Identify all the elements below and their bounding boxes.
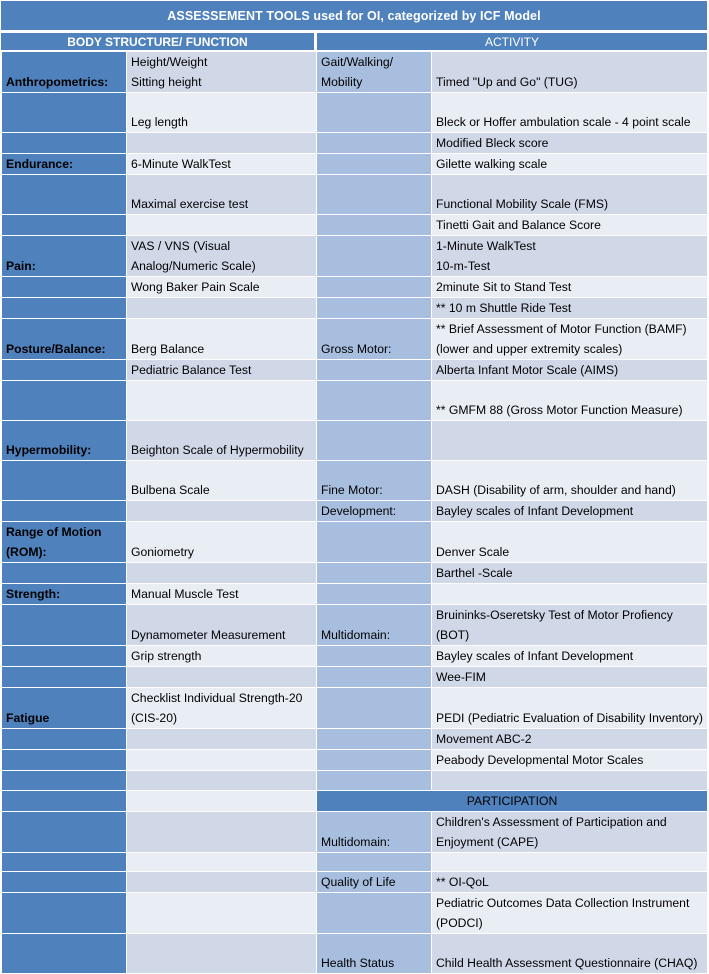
body-tool-cell (127, 175, 317, 215)
table-row (2, 215, 708, 236)
activity-category-cell (317, 812, 432, 853)
table-row (2, 812, 708, 853)
body-category-cell (2, 872, 127, 893)
header-participation (317, 791, 708, 812)
body-tool-cell (127, 750, 317, 771)
activity-tool-cell (432, 154, 708, 175)
body-category-cell (2, 522, 127, 563)
activity-tool-cell (432, 319, 708, 360)
body-category-cell (2, 688, 127, 729)
body-tool-label: Pediatric Balance Test (131, 363, 252, 377)
activity-category-cell (317, 175, 432, 215)
table-row (2, 563, 708, 584)
participation-header-label: PARTICIPATION (466, 794, 558, 808)
activity-tool-cell (432, 52, 708, 93)
activity-tool-label: ** OI-QoL (436, 875, 489, 889)
body-category-cell (2, 381, 127, 421)
activity-tool-cell (432, 934, 708, 974)
table-row (2, 688, 708, 729)
body-category-label: Strength: (6, 587, 61, 601)
activity-category-cell (317, 154, 432, 175)
activity-category-cell (317, 872, 432, 893)
activity-tool-label: Timed "Up and Go" (TUG) (436, 75, 578, 89)
activity-tool-cell (432, 667, 708, 688)
table-row (2, 360, 708, 381)
activity-category-cell (317, 934, 432, 974)
activity-tool-cell (432, 872, 708, 893)
activity-category-cell (317, 750, 432, 771)
body-tool-cell (127, 360, 317, 381)
body-tool-cell (127, 791, 317, 812)
activity-category-cell (317, 461, 432, 501)
body-category-cell (2, 236, 127, 277)
activity-tool-cell (432, 421, 708, 461)
body-category-cell (2, 421, 127, 461)
activity-tool-cell (432, 175, 708, 215)
table-row (2, 729, 708, 750)
body-tool-cell (127, 461, 317, 501)
activity-category-cell (317, 688, 432, 729)
body-tool-cell (127, 298, 317, 319)
body-tool-cell (127, 154, 317, 175)
activity-category-cell (317, 771, 432, 791)
body-tool-label: Bulbena Scale (131, 483, 210, 497)
body-tool-cell (127, 215, 317, 236)
activity-category-label: Gait/Walking/ Mobility (321, 55, 394, 89)
activity-category-cell (317, 215, 432, 236)
body-category-cell (2, 298, 127, 319)
activity-tool-label: Movement ABC-2 (436, 732, 532, 746)
body-category-cell (2, 934, 127, 974)
activity-tool-label: Modified Bleck score (436, 136, 549, 150)
header-body-structure: BODY STRUCTURE/ FUNCTION (1, 33, 314, 50)
body-tool-cell (127, 522, 317, 563)
body-category-label: Hypermobility: (6, 443, 92, 457)
activity-tool-cell (432, 771, 708, 791)
body-tool-cell (127, 501, 317, 522)
activity-tool-cell (432, 236, 708, 277)
body-category-cell (2, 584, 127, 605)
activity-tool-label: Bayley scales of Infant Development (436, 649, 634, 663)
activity-tool-cell (432, 133, 708, 154)
body-category-cell (2, 791, 127, 812)
body-tool-label: Leg length (131, 115, 188, 129)
activity-tool-cell (432, 501, 708, 522)
body-tool-label: Beighton Scale of Hypermobility (131, 443, 304, 457)
activity-category-cell (317, 667, 432, 688)
table-row (2, 236, 708, 277)
activity-tool-label: 2minute Sit to Stand Test (436, 280, 572, 294)
activity-tool-cell (432, 360, 708, 381)
body-category-cell (2, 501, 127, 522)
body-category-cell (2, 771, 127, 791)
activity-category-cell (317, 298, 432, 319)
activity-tool-cell (432, 584, 708, 605)
activity-category-label: Quality of Life (321, 875, 396, 889)
table-row (2, 421, 708, 461)
table-row (2, 52, 708, 93)
activity-tool-cell (432, 893, 708, 934)
body-tool-cell (127, 853, 317, 872)
body-tool-label: Checklist Individual Strength-20 (CIS-20) (131, 691, 303, 725)
body-tool-label: Maximal exercise test (131, 197, 249, 211)
body-category-cell (2, 893, 127, 934)
body-tool-label: Manual Muscle Test (131, 587, 239, 601)
body-tool-cell (127, 584, 317, 605)
table-row (2, 319, 708, 360)
body-tool-cell (127, 688, 317, 729)
body-category-cell (2, 853, 127, 872)
activity-category-label: Fine Motor: (321, 483, 383, 497)
body-tool-cell (127, 667, 317, 688)
body-category-label: Pain: (6, 259, 36, 273)
table-row (2, 771, 708, 791)
activity-tool-label: PEDI (Pediatric Evaluation of Disability Inventory) (436, 711, 703, 725)
activity-tool-label: Gilette walking scale (436, 157, 548, 171)
body-tool-cell (127, 812, 317, 853)
activity-category-cell (317, 421, 432, 461)
table-row (2, 893, 708, 934)
body-category-cell (2, 812, 127, 853)
table-row (2, 298, 708, 319)
table-row (2, 791, 708, 812)
body-tool-label: Goniometry (131, 545, 194, 559)
body-category-cell (2, 154, 127, 175)
activity-tool-cell (432, 522, 708, 563)
body-tool-cell (127, 893, 317, 934)
activity-tool-label: Alberta Infant Motor Scale (AIMS) (436, 363, 619, 377)
body-category-cell (2, 215, 127, 236)
activity-category-cell (317, 501, 432, 522)
activity-tool-label: Barthel -Scale (436, 566, 513, 580)
activity-category-cell (317, 381, 432, 421)
activity-tool-label: Peabody Developmental Motor Scales (436, 753, 644, 767)
activity-tool-cell (432, 563, 708, 584)
activity-category-cell (317, 729, 432, 750)
activity-category-cell (317, 646, 432, 667)
activity-tool-cell (432, 646, 708, 667)
body-tool-cell (127, 934, 317, 974)
body-tool-label: Grip strength (131, 649, 202, 663)
table-row (2, 605, 708, 646)
activity-tool-label: Children's Assessment of Participation and Enjoyment (CAPE) (436, 815, 667, 849)
tools-grid (1, 51, 708, 974)
body-tool-cell (127, 381, 317, 421)
body-category-cell (2, 93, 127, 133)
body-tool-cell (127, 771, 317, 791)
activity-tool-label: Bleck or Hoffer ambulation scale - 4 point scale (436, 115, 691, 129)
body-category-cell (2, 461, 127, 501)
table-row (2, 277, 708, 298)
activity-category-label: Health Status (321, 956, 395, 970)
table-row (2, 872, 708, 893)
body-tool-cell (127, 277, 317, 298)
activity-category-cell (317, 133, 432, 154)
activity-tool-cell (432, 277, 708, 298)
activity-tool-label: 1-Minute WalkTest 10-m-Test (436, 239, 536, 273)
body-category-label: Anthropometrics: (6, 75, 109, 89)
table-row (2, 501, 708, 522)
activity-category-cell (317, 584, 432, 605)
activity-category-cell (317, 93, 432, 133)
activity-category-cell (317, 522, 432, 563)
body-category-cell (2, 175, 127, 215)
body-tool-cell (127, 93, 317, 133)
activity-tool-cell (432, 381, 708, 421)
activity-tool-label: Bruininks-Oseretsky Test of Motor Profiency (BOT) (436, 608, 673, 642)
activity-tool-label: Bayley scales of Infant Development (436, 504, 634, 518)
activity-tool-cell (432, 750, 708, 771)
body-tool-label: Berg Balance (131, 342, 205, 356)
activity-category-label: Development: (321, 504, 397, 518)
body-tool-cell (127, 236, 317, 277)
body-tool-cell (127, 319, 317, 360)
activity-tool-label: Wee-FIM (436, 670, 486, 684)
activity-tool-cell (432, 461, 708, 501)
activity-tool-label: DASH (Disability of arm, shoulder and hand) (436, 483, 676, 497)
activity-category-cell (317, 563, 432, 584)
table-row (2, 522, 708, 563)
activity-category-label: Gross Motor: (321, 342, 392, 356)
body-category-cell (2, 319, 127, 360)
activity-tool-label: ** 10 m Shuttle Ride Test (436, 301, 572, 315)
table-row (2, 667, 708, 688)
body-category-cell (2, 133, 127, 154)
body-category-cell (2, 646, 127, 667)
activity-tool-label: Child Health Assessment Questionnaire (CHAQ) (436, 956, 698, 970)
activity-tool-cell (432, 812, 708, 853)
body-category-label: Fatigue (6, 711, 50, 725)
body-tool-cell (127, 563, 317, 584)
table-row (2, 853, 708, 872)
table-row (2, 133, 708, 154)
activity-tool-label: Tinetti Gait and Balance Score (436, 218, 601, 232)
activity-category-cell (317, 277, 432, 298)
activity-tool-cell (432, 688, 708, 729)
body-tool-cell (127, 52, 317, 93)
body-category-cell (2, 729, 127, 750)
tools-grid-body (2, 52, 708, 974)
table-row (2, 584, 708, 605)
activity-tool-label: ** Brief Assessment of Motor Function (BAMF) (lower and upper extremity scales) (436, 322, 687, 356)
body-category-cell (2, 605, 127, 646)
activity-tool-cell (432, 215, 708, 236)
body-category-cell (2, 360, 127, 381)
activity-tool-cell (432, 298, 708, 319)
activity-category-cell (317, 360, 432, 381)
table-title: ASSESSEMENT TOOLS used for OI, categorized by ICF Model (1, 1, 707, 30)
body-tool-cell (127, 872, 317, 893)
activity-tool-label: Pediatric Outcomes Data Collection Instrument (PODCI) (436, 896, 690, 930)
body-category-cell (2, 52, 127, 93)
activity-tool-cell (432, 605, 708, 646)
body-tool-label: Height/Weight Sitting height (131, 55, 208, 89)
activity-tool-label: Denver Scale (436, 545, 510, 559)
body-category-cell (2, 277, 127, 298)
table-row (2, 93, 708, 133)
activity-category-label: Multidomain: (321, 835, 391, 849)
body-category-label: Range of Motion (ROM): (6, 525, 102, 559)
table-row (2, 154, 708, 175)
table-row (2, 381, 708, 421)
activity-category-cell (317, 605, 432, 646)
body-category-label: Posture/Balance: (6, 342, 106, 356)
activity-category-cell (317, 893, 432, 934)
header-activity: ACTIVITY (317, 33, 707, 50)
body-tool-cell (127, 729, 317, 750)
body-category-cell (2, 750, 127, 771)
activity-tool-cell (432, 853, 708, 872)
activity-category-label: Multidomain: (321, 628, 391, 642)
body-category-cell (2, 667, 127, 688)
activity-category-cell (317, 853, 432, 872)
activity-tool-label: Functional Mobility Scale (FMS) (436, 197, 609, 211)
body-tool-label: VAS / VNS (Visual Analog/Numeric Scale) (131, 239, 256, 273)
activity-tool-cell (432, 729, 708, 750)
table-row (2, 646, 708, 667)
body-category-label: Endurance: (6, 157, 74, 171)
table-row (2, 750, 708, 771)
table-row (2, 461, 708, 501)
body-tool-cell (127, 646, 317, 667)
body-tool-label: 6-Minute WalkTest (131, 157, 231, 171)
table-row (2, 934, 708, 974)
table-row (2, 175, 708, 215)
activity-category-cell (317, 319, 432, 360)
activity-tool-cell (432, 93, 708, 133)
body-tool-cell (127, 133, 317, 154)
body-tool-cell (127, 421, 317, 461)
body-tool-label: Wong Baker Pain Scale (131, 280, 260, 294)
body-tool-label: Dynamometer Measurement (131, 628, 286, 642)
activity-category-cell (317, 52, 432, 93)
body-category-cell (2, 563, 127, 584)
activity-category-cell (317, 236, 432, 277)
body-tool-cell (127, 605, 317, 646)
activity-tool-label: ** GMFM 88 (Gross Motor Function Measure) (436, 403, 683, 417)
